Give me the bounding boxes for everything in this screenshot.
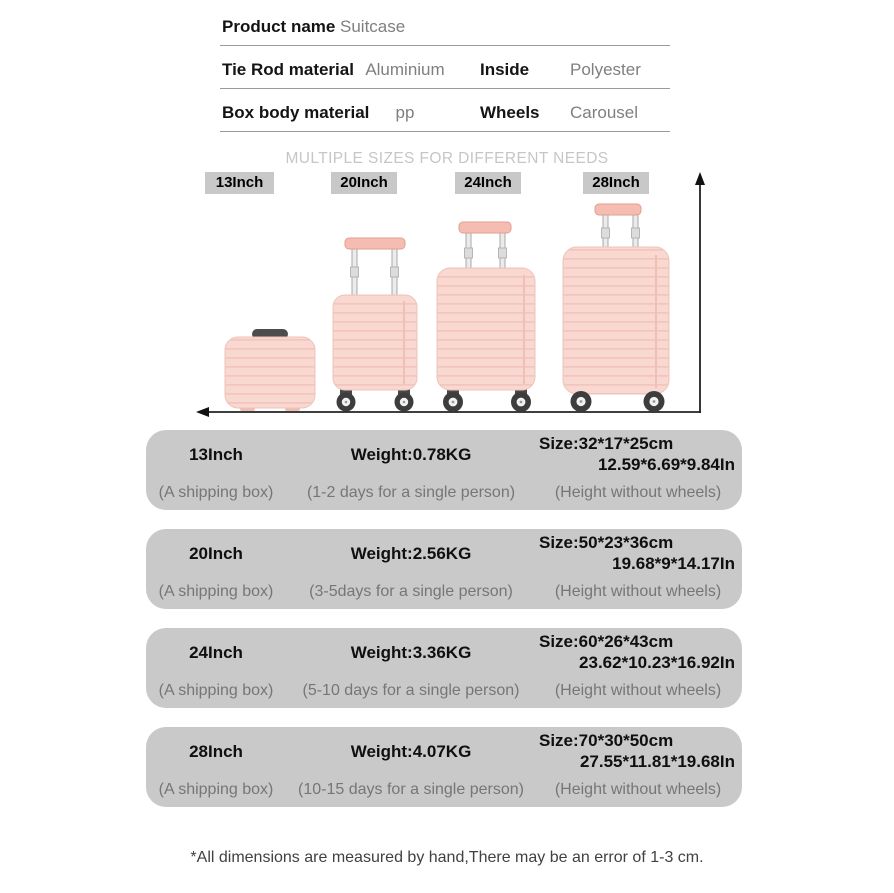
bar-dim-sub: (Height without wheels) <box>554 781 722 798</box>
bar-weight-label: Weight:4.07KG <box>350 742 472 761</box>
spec-label: Product name <box>222 17 336 36</box>
bar-weight-column <box>286 529 536 609</box>
bar-weight-column <box>286 727 536 807</box>
bar-weight-label: Weight:0.78KG <box>350 445 472 464</box>
bar-weight-column <box>286 628 536 708</box>
spec-label: Wheels <box>480 103 540 122</box>
bar-weight-sub: (5-10 days for a single person) <box>302 682 520 699</box>
bar-dim-in: 23.62*10.23*16.92In <box>579 653 735 672</box>
bar-dim-cm: Size:70*30*50cm <box>539 731 674 750</box>
spec-row-body-wheels <box>220 89 670 132</box>
spec-value: Aluminium <box>365 60 445 79</box>
spec-label: Inside <box>480 60 530 79</box>
info-bar-20inch <box>146 529 742 609</box>
size-tag-24inch: 24Inch <box>455 172 521 194</box>
size-info-bars <box>146 430 742 826</box>
bar-dimension-column <box>539 628 737 708</box>
measurement-disclaimer: *All dimensions are measured by hand,There may be an error of 1-3 cm. <box>190 849 704 866</box>
spec-value: Suitcase <box>340 17 406 36</box>
bar-size-label: 20Inch <box>189 544 243 563</box>
bar-size-sub: (A shipping box) <box>158 583 274 600</box>
bar-weight-sub: (10-15 days for a single person) <box>298 781 524 798</box>
spec-label: Tie Rod material <box>222 60 354 79</box>
bar-dim-sub: (Height without wheels) <box>554 484 722 501</box>
bar-size-sub: (A shipping box) <box>158 682 274 699</box>
info-bar-24inch <box>146 628 742 708</box>
bar-size-column <box>146 430 286 510</box>
size-tag-28inch: 28Inch <box>583 172 649 194</box>
bar-size-sub: (A shipping box) <box>158 781 274 798</box>
bar-dimension-column <box>539 529 737 609</box>
size-tag-13inch: 13Inch <box>205 172 274 194</box>
sizes-section-heading: MULTIPLE SIZES FOR DIFFERENT NEEDS <box>285 150 609 167</box>
suitcase-20inch-illustration <box>333 238 417 412</box>
bar-dim-in: 12.59*6.69*9.84In <box>597 455 735 474</box>
info-bar-28inch <box>146 727 742 807</box>
info-bar-13inch <box>146 430 742 510</box>
bar-dim-in: 27.55*11.81*19.68In <box>579 752 735 771</box>
bar-weight-label: Weight:2.56KG <box>350 544 472 563</box>
spec-value: Carousel <box>570 103 639 122</box>
suitcase-24inch-illustration <box>437 222 535 412</box>
spec-row-materials <box>220 46 670 89</box>
bar-size-label: 13Inch <box>189 445 243 464</box>
bar-size-sub: (A shipping box) <box>158 484 274 501</box>
bar-dimension-column <box>539 430 737 510</box>
suitcase-28inch-illustration <box>563 204 669 412</box>
bar-size-label: 28Inch <box>189 742 243 761</box>
bar-dim-cm: Size:50*23*36cm <box>539 533 674 552</box>
suitcase-scene-illustration <box>0 170 894 422</box>
size-tag-20inch: 20Inch <box>331 172 397 194</box>
spec-row-product-name <box>220 3 670 46</box>
bar-dim-sub: (Height without wheels) <box>554 682 722 699</box>
suitcase-13inch-illustration <box>225 329 315 411</box>
bar-weight-sub: (1-2 days for a single person) <box>306 484 516 501</box>
bar-size-column <box>146 628 286 708</box>
height-axis-arrow <box>695 172 705 413</box>
bar-dim-in: 19.68*9*14.17In <box>612 554 735 573</box>
spec-value: Polyester <box>570 60 641 79</box>
bar-size-column <box>146 727 286 807</box>
sizes-illustration <box>0 170 894 422</box>
spec-table <box>220 3 670 132</box>
bar-size-label: 24Inch <box>189 643 243 662</box>
bar-weight-column <box>286 430 536 510</box>
bar-weight-sub: (3-5days for a single person) <box>309 583 513 600</box>
bar-dim-sub: (Height without wheels) <box>554 583 722 600</box>
bar-dimension-column <box>539 727 737 807</box>
bar-weight-label: Weight:3.36KG <box>350 643 472 662</box>
bar-dim-cm: Size:32*17*25cm <box>539 434 674 453</box>
bar-dim-cm: Size:60*26*43cm <box>539 632 674 651</box>
bar-size-column <box>146 529 286 609</box>
spec-label: Box body material <box>222 103 370 122</box>
spec-value: pp <box>395 103 415 122</box>
